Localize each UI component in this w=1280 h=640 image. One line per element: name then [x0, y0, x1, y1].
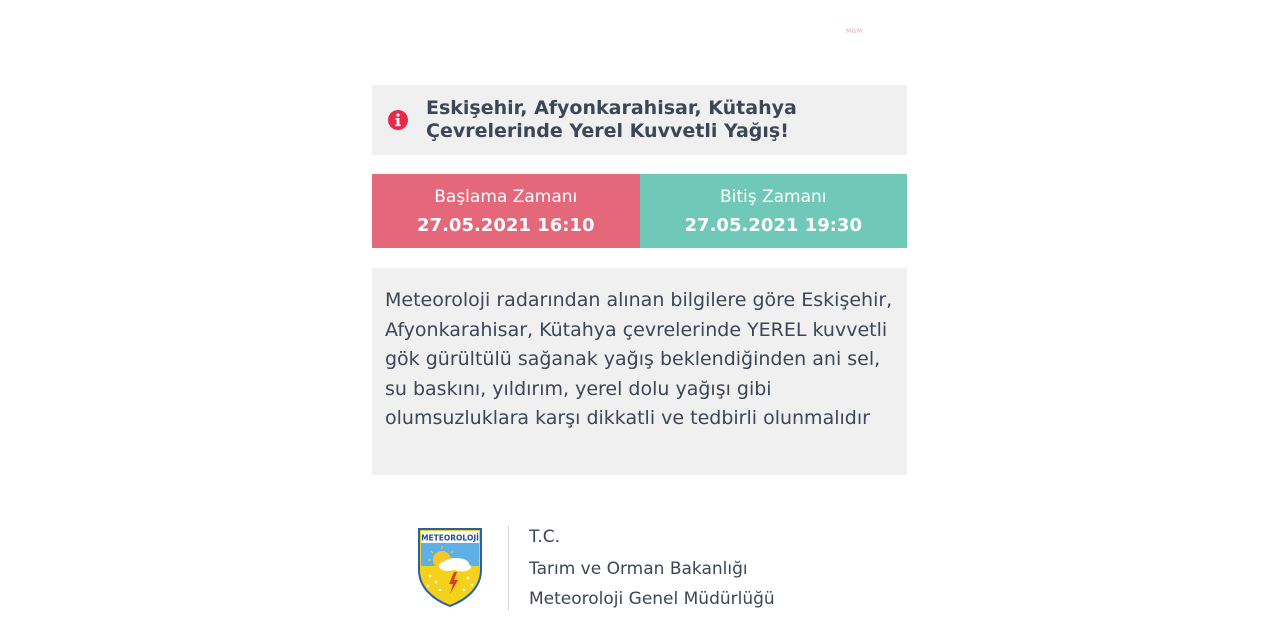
warning-message-panel — [372, 268, 907, 475]
org-line-ministry: Tarım ve Orman Bakanlığı — [529, 559, 748, 579]
footer-divider — [508, 526, 509, 610]
logo-text: METEOROLOJİ — [421, 533, 479, 543]
meteoroloji-logo — [416, 526, 484, 608]
start-time-panel — [372, 174, 640, 248]
start-time-value: 27.05.2021 16:10 — [417, 215, 595, 236]
alert-title: Eskişehir, Afyonkarahisar, Kütahya Çevrelerinde Yerel Kuvvetli Yağış! — [426, 97, 797, 142]
top-watermark: MGM — [846, 28, 863, 35]
end-time-panel — [640, 174, 908, 248]
org-line-tc: T.C. — [529, 527, 561, 547]
end-time-label: Bitiş Zamanı — [719, 187, 827, 207]
end-time-value: 27.05.2021 19:30 — [684, 215, 862, 236]
warning-message: Meteoroloji radarından alınan bilgilere göre Eskişehir, Afyonkarahisar, Kütahya çevrelerinde YEREL kuvvetli gök gürültülü sağanak yağış beklendiğinden ani sel, su baskını, yıldırım, yerel dolu yağışı gibi olumsuzluklara karşı dikkatli ve tedbirli olunmalıdır — [385, 289, 893, 429]
alert-title-panel — [372, 85, 907, 155]
org-line-directorate: Meteoroloji Genel Müdürlüğü — [529, 589, 775, 609]
footer — [416, 522, 836, 617]
organization-name — [529, 526, 775, 610]
info-circle-icon — [387, 109, 409, 131]
time-range — [372, 174, 907, 248]
start-time-label: Başlama Zamanı — [434, 187, 578, 207]
